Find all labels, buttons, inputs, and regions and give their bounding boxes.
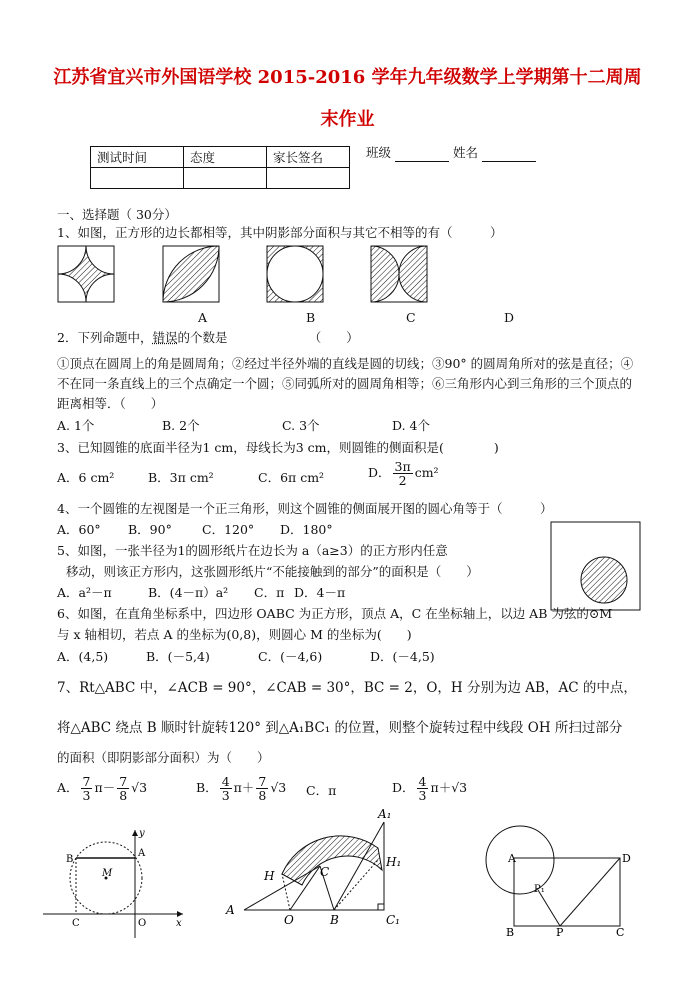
q7-b-num1: 4 [221,774,230,789]
cell-parent-signature[interactable] [267,168,350,189]
q7-b-den2: 8 [258,788,267,803]
q6-option-a: A．(4,5) [57,649,109,664]
header-parent-signature: 家长签名 [267,147,350,168]
q2-body: ①顶点在圆周上的角是圆周角；②经过半径外端的直线是圆的切线；③90° 的圆周角所对的弦是直径；④不在同一条直线上的三个点确定一个圆；⑤同弧所对的圆周角相等；⑥三角形内心到三角形的三个顶点的距离相等．（ ） [57,356,634,411]
q2-stem-pre: 2．下列命题中， [57,330,153,345]
q2-option-b: B. 2个 [162,418,200,433]
q7-a-num1: 7 [82,774,91,789]
right-fig-label-p1: P₁ [534,884,545,895]
q7-option-d [392,775,467,802]
q3-d-den: 2 [398,473,407,488]
class-label: 班级 [366,145,392,160]
q7-fig-label-h: H [264,869,275,883]
q7-a-prefix: A． [57,780,79,795]
q7-line2: 将△ABC 绕点 B 顺时针旋转120° 到△A₁BC₁ 的位置，则整个旋转过程中线段 OH 所扫过部分 [57,720,623,736]
q7-a-mid: π－ [94,780,116,795]
q7-fig-label-c1: C₁ [386,913,400,927]
q4-option-c: C．120° [202,522,255,537]
q7-fig-label-b: B [330,913,339,927]
q6-figure [38,826,188,942]
q7-option-b [196,775,286,802]
q3-option-d [368,460,439,487]
q7-option-c: C．π [306,783,337,798]
q4-option-a: A．60° [57,522,101,537]
q7-fig-label-a1: A₁ [378,807,392,821]
class-field [366,145,536,162]
class-blank[interactable] [395,145,449,162]
q7-fig-label-c: C [320,865,330,879]
page-title-line1: 江苏省宜兴市外国语学校 2015-2016 学年九年级数学上学期第十二周周 [53,67,642,88]
q7-b-num2: 7 [258,774,267,789]
q5-option-a: A．a²－π [57,585,112,600]
section-heading: 一、选择题（ 30分） [57,207,177,222]
q6-option-d: D．(－4,5) [370,649,435,664]
q1-figure-a [58,246,114,302]
q2-stem [57,330,359,346]
q7-a-den2: 8 [119,788,128,803]
q2-option-d: D. 4个 [392,418,430,433]
q7-d-prefix: D． [392,780,415,795]
q7-fig-label-h1: H₁ [386,855,402,869]
info-table [90,146,350,189]
q5-option-b: B．(4－π）a² [148,585,229,600]
q1-label-c: C [406,310,416,325]
q1-figures [55,244,440,306]
q3-option-a: A．6 cm² [57,470,115,485]
q1-label-a: A [198,310,208,325]
q4-option-b: B．90° [128,522,172,537]
right-fig-label-d: D [622,852,631,865]
q6-line1: 6、如图，在直角坐标系中，四边形 OABC 为正方形，顶点 A，C 在坐标轴上，以边 AB 为弦的⊙M [57,606,613,621]
q7-b-den1: 3 [221,788,230,803]
q7-fig-label-a: A [226,903,235,917]
right-fig-label-p: P [556,926,564,939]
q5-line2: 移动，则该正方形内，这张圆形纸片“不能接触到的部分”的面积是（ ） [66,564,479,579]
q3-d-unit: cm² [414,465,439,480]
q6-line2: 与 x 轴相切，若点 A 的坐标为(0,8)，则圆心 M 的坐标为( ) [57,627,412,642]
q4-option-d: D．180° [280,522,333,537]
q1-label-d: D [504,310,515,325]
q7-d-den1: 3 [418,788,427,803]
q7-d-num1: 4 [418,774,427,789]
q2-option-c: C. 3个 [282,418,320,433]
q7-figure [222,800,407,930]
q1-figure-d [371,246,427,302]
q6-option-c: C．(－4,6) [258,649,323,664]
q7-line3: 的面积（即阴影部分面积）为（ ） [57,750,270,765]
q7-a-end: √3 [131,780,148,795]
q6-fig-label-y: y [139,828,145,839]
q5-option-d: D．4－π [294,585,346,600]
name-label: 姓名 [452,145,478,160]
q7-a-den1: 3 [82,788,91,803]
q6-fig-label-m: M [102,868,113,879]
q3-text: 3、已知圆锥的底面半径为1 cm，母线长为3 cm，则圆锥的侧面积是( ) [57,440,499,455]
header-test-time: 测试时间 [91,147,184,168]
q7-d-end: π＋√3 [430,780,468,795]
q6-fig-label-o: O [138,918,147,929]
right-fig-label-c: C [616,926,625,939]
q7-b-end: √3 [270,780,287,795]
cell-test-time[interactable] [91,168,184,189]
q1-figure-c [267,246,323,302]
q3-d-num: 3π [394,459,411,474]
name-blank[interactable] [482,145,536,162]
q6-fig-label-a: A [138,848,146,859]
q6-fig-label-x: x [176,918,182,929]
q5-figure [550,521,642,613]
q7-option-a [57,775,147,802]
q2-stem-post: 的个数是 （ ） [177,330,359,345]
q5-option-c: C．π [254,585,285,600]
q6-fig-label-c: C [72,918,80,929]
q3-d-prefix: D． [368,465,391,480]
q5-line1: 5、如图，一张半径为1的圆形纸片在边长为 a（a≥3）的正方形内任意 [57,543,448,558]
q7-line1: 7、Rt△ABC 中，∠ACB = 90°，∠CAB = 30°，BC = 2，O，H 分别为边 AB，AC 的中点， [57,680,637,696]
cell-attitude[interactable] [184,168,267,189]
rectangle-circle-figure [484,820,644,940]
header-attitude: 态度 [184,147,267,168]
q4-text: 4、一个圆锥的左视图是一个正三角形，则这个圆锥的侧面展开图的圆心角等于（ ） [57,501,553,516]
right-fig-label-b: B [506,926,515,939]
q7-b-prefix: B． [196,780,218,795]
q3-option-b: B．3π cm² [148,470,214,485]
q6-fig-label-b: B [66,854,74,865]
q2-stem-emphasis: 错误 [152,330,178,345]
q3-option-c: C．6π cm² [258,470,325,485]
q7-a-num2: 7 [119,774,128,789]
right-fig-label-a: A [508,852,516,865]
q2-option-a: A. 1个 [57,418,95,433]
q6-option-b: B．(－5,4) [146,649,210,664]
q1-label-b: B [306,310,316,325]
q7-b-mid: π＋ [233,780,255,795]
page-title-line2: 末作业 [320,109,375,130]
q1-figure-b [163,246,219,302]
q1-text: 1、如图，正方形的边长都相等，其中阴影部分面积与其它不相等的有（ ） [57,225,503,240]
q7-fig-label-o: O [284,913,294,927]
